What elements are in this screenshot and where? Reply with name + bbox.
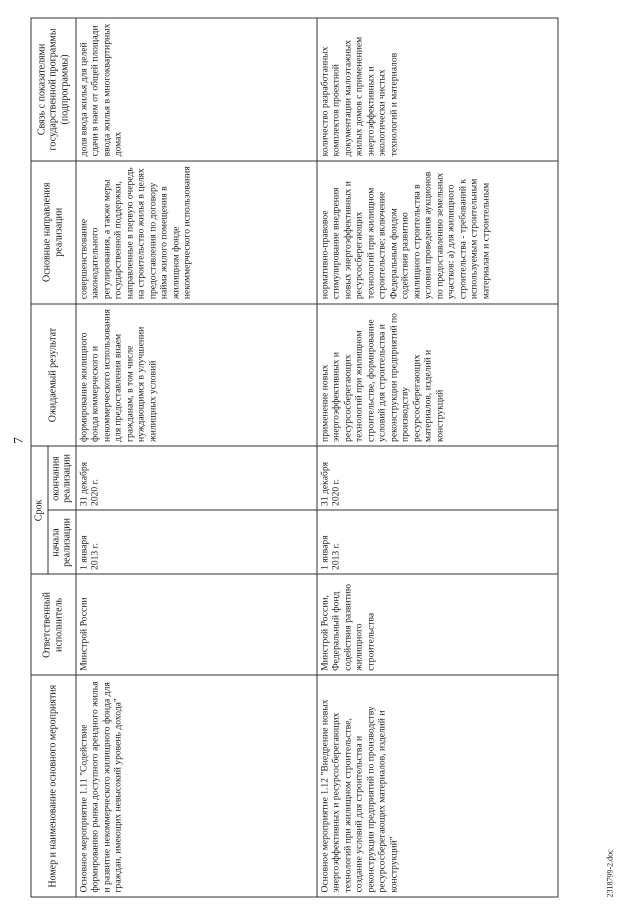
measure-name: Основное мероприятие 1.11 "Содействие формированию рынка доступного арендного жилья и развитие некоммерческого жилищного фонда для граждан, имеющих невысокий уровень дохода" [75, 675, 316, 897]
measure-end: 31 декабря 2020 г. [316, 446, 557, 510]
header-link: Связь с показателями государственной программы (подпрограммы) [31, 18, 76, 161]
measure-executor: Минстрой России [75, 574, 316, 675]
measure-result: формирование жилищного фонда коммерческого и некоммерческого использования для предоставления внаем гражданам, в том числе нуждающимся в улучшении жилищных условий [75, 303, 316, 446]
measure-executor: Минстрой России, Федеральный фонд содействия развитию жилищного строительства [316, 574, 557, 675]
measure-link: доля ввода жилья для целей сдачи в наем от общей площади ввода жилья в многоквартирных домах [75, 18, 316, 161]
header-end: окончания реализации [47, 446, 75, 510]
table-row [75, 18, 316, 897]
measure-start: 1 января 2013 г. [316, 510, 557, 574]
measures-table [30, 17, 558, 897]
measure-name: Основное мероприятие 1.12 "Внедрение новых энергоэффективных и ресурсосберегающих технологий при жилищном строительстве, создание условий для строительства и реконструкции предприятий по производству ресурсосберегающих материалов, изделий и конструкций" [316, 675, 557, 897]
table-row [316, 18, 557, 897]
header-start: начала реализации [47, 510, 75, 574]
measure-start: 1 января 2013 г. [75, 510, 316, 574]
page-number: 7 [10, 436, 25, 444]
measure-directions: нормативно-правовое стимулирование внедрения новых энергоэффективных и ресурсосберегающих технологий при жилищном строительстве; включение Федеральным фондом содействия развитию жилищного строительства в условия проведения аукционов по предоставлению земельных участков: а) для жилищного строительства - требований к используемым строительным материалам и строительным [316, 160, 557, 303]
measure-link: количество разработанных комплектов проектной документации малоэтажных жилых домов с применением энергоэффективных и экологически чистых технологий и материалов [316, 18, 557, 161]
header-result: Ожидаемый результат [31, 303, 76, 446]
document-id: 2318799-2.doc [605, 848, 614, 897]
header-executor: Ответственный исполнитель [31, 574, 76, 675]
header-term: Срок [31, 446, 48, 574]
header-row-1 [31, 18, 48, 897]
measure-end: 31 декабря 2020 г. [75, 446, 316, 510]
header-directions: Основные направления реализации [31, 160, 76, 303]
measure-result: применение новых энергоэффективных и ресурсосберегающих технологий при жилищном строительстве, формирование условий для строительства и реконструкции предприятий по производству ресурсосберегающих материалов, изделий и конструкций [316, 303, 557, 446]
header-number-name: Номер и наименование основного мероприятия [31, 675, 76, 897]
measure-directions: совершенствование законодательного регулирования, а также меры государственной поддержки, направленные в первую очередь на строительство жилья в целях предоставления по договору найма жилого помещения в жилищном фонде некоммерческого использования [75, 160, 316, 303]
